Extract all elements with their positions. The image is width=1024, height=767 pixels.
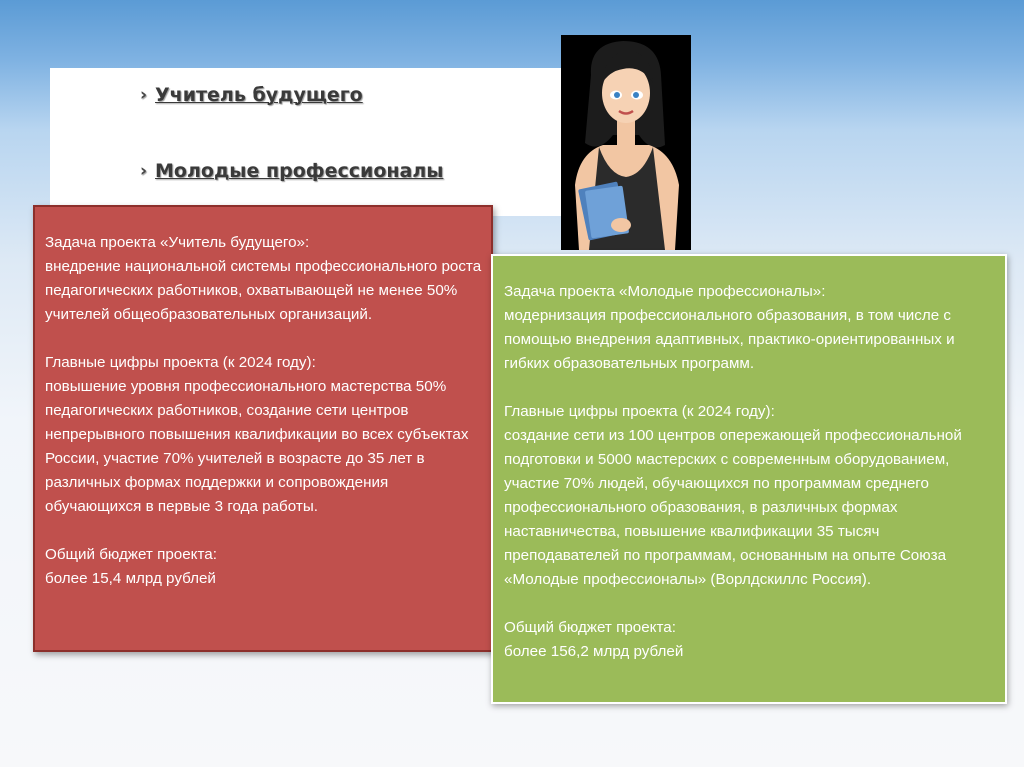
chevron-right-icon: › bbox=[140, 161, 148, 181]
menu-item-label[interactable]: Молодые профессионалы bbox=[155, 160, 444, 182]
young-professionals-card bbox=[491, 254, 1007, 704]
menu-item-young-professionals[interactable] bbox=[140, 160, 443, 182]
menu-item-label[interactable]: Учитель будущего bbox=[155, 84, 363, 106]
teacher-of-future-text: Задача проекта «Учитель будущего»: внедрение национальной системы профессионального роста педагогических работников, охватывающей не менее 50% учителей общеобразовательных организаций. Главные цифры проекта (к 2024 году): повышение уровня профессионального мастерства 50% педагогических работников, создание сети центров непрерывного повышения квалификации во всех субъектах России, участие 70% учителей в возрасте до 35 лет в различных формах поддержки и сопровождения обучающихся в первые 3 года работы. Общий бюджет проекта: более 15,4 млрд рублей bbox=[45, 234, 482, 587]
young-professionals-text: Задача проекта «Молодые профессионалы»: модернизация профессионального образования, в том числе с помощью внедрения адаптивных, практико-ориентированных и гибких образовательных программ. Главные цифры проекта (к 2024 году): создание сети из 100 центров опережающей профессиональной подготовки и 5000 мастерских с современным оборудованием, участие 70% людей, обучающихся по программам среднего профессионального образования, в различных формах наставничества, повышение квалификации 35 тысяч преподавателей по программам, основанным на опыте Союза «Молодые профессионалы» (Ворлдскиллс Россия). Общий бюджет проекта: более 156,2 млрд рублей bbox=[504, 283, 962, 660]
woman-with-books-image bbox=[561, 35, 691, 250]
teacher-of-future-card bbox=[33, 205, 493, 652]
woman-illustration bbox=[561, 35, 691, 250]
menu-item-teacher-of-future[interactable] bbox=[140, 84, 363, 106]
chevron-right-icon: › bbox=[140, 85, 148, 105]
project-menu-panel bbox=[50, 68, 564, 216]
